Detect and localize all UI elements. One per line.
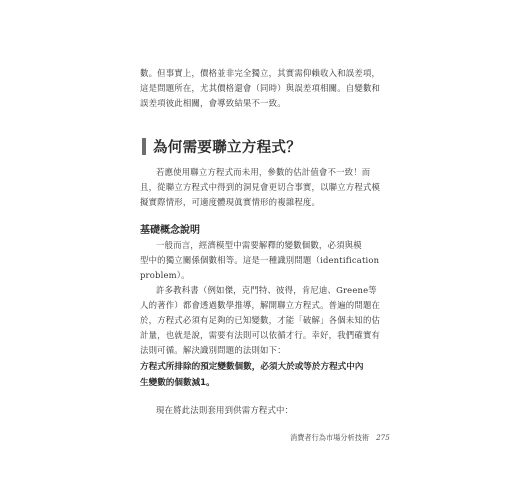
identification-rule [140,359,390,391]
paragraph-apply-rule [140,403,390,418]
para1-line-3: 擬實際情形，可適度體現眞實情形的複雜程度。 [140,197,321,207]
para2-line-1: 一般而言，經濟模型中需要解釋的變數個數，必須與模 [156,240,362,250]
footer-chapter-title: 消費者行為市場分析技術 [290,433,370,442]
para2-line-3: problem）。 [140,270,190,280]
intro-paragraph [140,66,390,111]
paragraph-textbooks [140,283,390,358]
subsection-title: 基礎概念說明 [140,225,200,236]
page-number: 275 [376,433,390,442]
paragraph-identification-problem [140,238,390,283]
para3-line-4: 計量，也就是說，需要有法則可以依循才行。幸好，我們確實有 [140,330,381,340]
para1-line-1: 若應使用聯立方程式而未用，參數的估計值會不一致！而 [156,167,371,177]
para3-line-3: 於，方程式必須有足夠的已知變數，才能「破解」各個未知的估 [140,315,381,325]
para2-line-2: 型中的獨立關係個數相等。這是一種識別問題（identification [140,255,380,265]
intro-line-1: 數。但事實上，價格並非完全獨立，其實需仰賴收入和誤差項， [140,68,381,78]
para1-line-2: 且，從聯立方程式中得到的洞見會更切合事實，以聯立方程式模 [140,182,381,192]
section-title: 為何需要聯立方程式？ [153,139,301,156]
section-heading [142,136,301,156]
intro-line-3: 誤差項彼此相關，會導致結果不一致。 [140,98,286,108]
paragraph-simultaneous-equations [140,165,390,210]
para3-line-2: 人的著作）都會透過數學推導，解開聯立方程式。普遍的問題在 [140,300,381,310]
para3-line-5: 法則可循。解決識別問題的法則如下： [140,345,286,355]
rule-line-2: 生變數的個數減1。 [140,378,215,388]
section-marker-bar [142,138,146,155]
para3-line-1: 許多教科書（例如傑，克門特、彼得，肯尼迪、Greene等 [156,285,377,295]
intro-line-2: 這是問題所在，尤其價格還會（同時）與誤差項相關。自變數和 [140,83,381,93]
page-footer [290,433,390,443]
para4-line-1: 現在將此法則套用到供需方程式中： [156,405,294,415]
rule-line-1: 方程式所排除的預定變數個數，必須大於或等於方程式中內 [140,362,364,372]
